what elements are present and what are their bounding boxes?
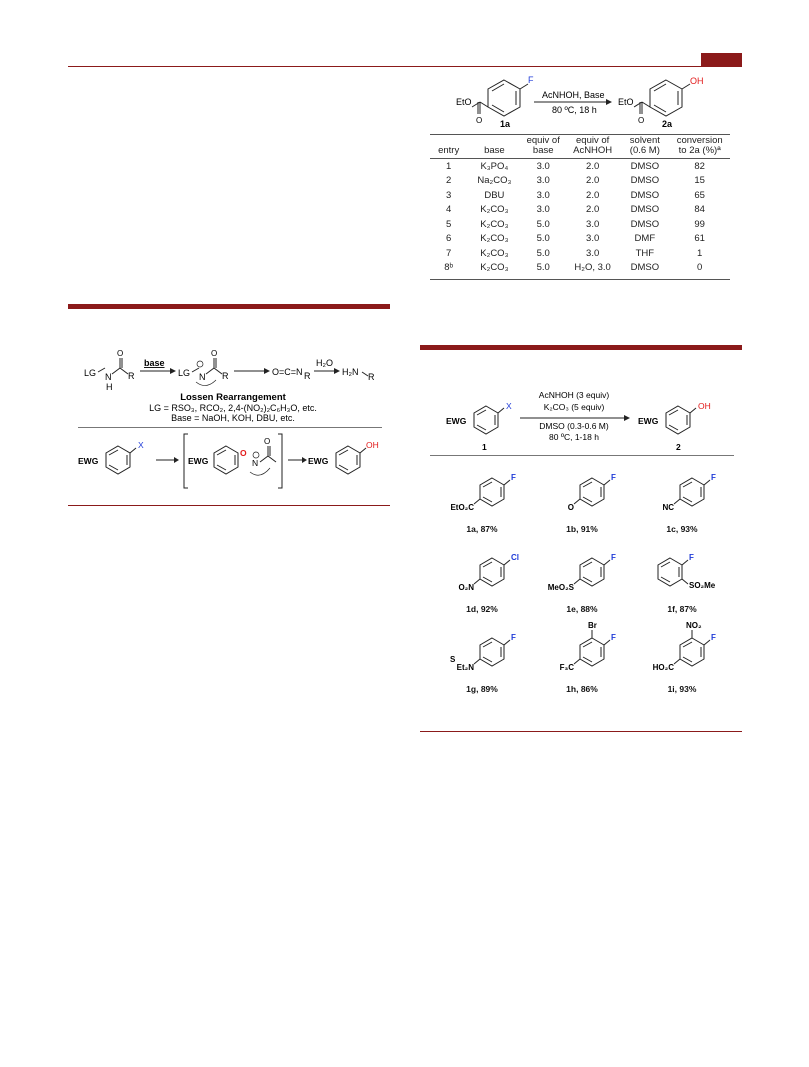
- table-cell-base: Na₂CO₃: [477, 175, 512, 187]
- lossen-r-2: R: [222, 371, 229, 381]
- table-cell-eq_base: 3.0: [536, 189, 550, 201]
- compound-label: 1f, 87%: [667, 604, 697, 614]
- mech-oh: OH: [366, 440, 379, 450]
- mech-n: N: [252, 458, 259, 468]
- sm-label: 1a: [500, 119, 511, 129]
- compound-label: 1e, 88%: [566, 604, 598, 614]
- lossen-title: Lossen Rearrangement: [180, 392, 286, 403]
- compound-structure: [430, 460, 534, 522]
- table-cell-conv: 82: [694, 160, 705, 172]
- table-row: [430, 174, 730, 189]
- table-cell-entry: 2: [446, 175, 452, 187]
- table-bottom-line: [430, 279, 730, 280]
- table-cell-entry: 6: [446, 233, 452, 245]
- substituent-label: Et₂N: [456, 663, 474, 672]
- table-cell-base: K₂CO₃: [480, 247, 509, 259]
- table-cell-eq_acn: 3.0: [586, 233, 600, 245]
- halogen-label: F: [611, 633, 616, 642]
- compound-structure: [630, 460, 734, 522]
- sm-ester-text: EtO: [456, 97, 472, 107]
- lossen-bottom-rule: [68, 505, 390, 506]
- compound-label: 1d, 92%: [466, 604, 498, 614]
- table-cell-eq_acn: 2.0: [586, 204, 600, 216]
- table-cell-conv: 1: [697, 247, 703, 259]
- col-equiv-acnhoh: equiv of AcNHOH: [573, 135, 613, 156]
- table-cell-base: K₂CO₃: [480, 218, 509, 230]
- table-row: [430, 232, 730, 247]
- table-cell-base: K₂CO₃: [480, 262, 509, 274]
- scope-cond4: 80 ºC, 1-18 h: [549, 432, 599, 442]
- table-cell-eq_acn: 3.0: [586, 247, 600, 259]
- halogen-label: F: [511, 473, 516, 482]
- compound-structure: [630, 620, 734, 682]
- scope-cond3: DMSO (0.3-0.6 M): [539, 421, 609, 431]
- prod-label: 2a: [662, 119, 673, 129]
- table-cell-eq_acn: 3.0: [586, 218, 600, 230]
- table-cell-entry: 7: [446, 247, 452, 259]
- table-cell-conv: 15: [694, 175, 705, 187]
- scope-compound: [430, 540, 534, 618]
- scope-ewg-sm: EWG: [446, 416, 467, 426]
- compound-structure: [630, 540, 734, 602]
- halogen-label: Cl: [511, 553, 519, 562]
- table-body: [430, 158, 730, 275]
- scope-compound: [530, 460, 634, 538]
- table-cell-solvent: DMF: [634, 233, 656, 245]
- lossen-n-1: N: [105, 372, 112, 382]
- sm-carbonyl-o: O: [476, 116, 483, 125]
- compound-structure: [430, 620, 534, 682]
- halogen-label: F: [711, 473, 716, 482]
- lossen-base-line: Base = NaOH, KOH, DBU, etc.: [171, 413, 295, 422]
- lossen-r-4: R: [368, 372, 375, 382]
- compound-label: 1b, 91%: [566, 524, 598, 534]
- mech-o: O: [240, 448, 247, 458]
- mech-ewg-2: EWG: [188, 456, 209, 466]
- scope-grid: [430, 460, 734, 700]
- optimization-table: [430, 136, 730, 275]
- table-cell-solvent: DMSO: [630, 262, 660, 274]
- table-cell-eq_base: 5.0: [536, 233, 550, 245]
- table-row: [430, 159, 730, 174]
- lossen-r-1: R: [128, 371, 135, 381]
- substituent-label: O: [567, 503, 574, 512]
- lossen-lg-2: LG: [178, 368, 191, 378]
- table-cell-entry: 3: [446, 189, 452, 201]
- table-cell-eq_base: 5.0: [536, 262, 550, 274]
- table-row: [430, 188, 730, 203]
- table-row: [430, 217, 730, 232]
- col-base: base: [484, 145, 505, 156]
- lossen-o-1: O: [117, 349, 124, 358]
- scope-divider: [430, 455, 734, 456]
- nitro-label: NO₂: [686, 621, 702, 630]
- scope-cond1: AcNHOH (3 equiv): [538, 390, 610, 400]
- scope-sm-num: 1: [482, 442, 487, 452]
- halogen-label: F: [711, 633, 716, 642]
- lossen-lg-1: LG: [84, 368, 97, 378]
- table-cell-base: K₂CO₃: [480, 233, 509, 245]
- halogen-label: F: [689, 553, 694, 562]
- scope-x: X: [506, 401, 512, 411]
- optimization-scheme: [418, 72, 748, 134]
- scope-compound: [430, 460, 534, 538]
- table-cell-eq_acn: 2.0: [586, 175, 600, 187]
- scope-compound: [430, 620, 534, 698]
- col-entry: entry: [438, 145, 460, 156]
- substituent-label: MeO₂S: [547, 583, 574, 592]
- substituent-label: O₂N: [458, 583, 474, 592]
- table-cell-eq_acn: H₂O, 3.0: [574, 262, 611, 274]
- scope-prod-num: 2: [676, 442, 681, 452]
- compound-label: 1i, 93%: [667, 684, 697, 694]
- col-conversion: conversion to 2a (%)ª: [676, 135, 723, 156]
- lossen-base-label: base: [144, 358, 165, 368]
- halogen-label: F: [611, 473, 616, 482]
- table-cell-eq_acn: 2.0: [586, 160, 600, 172]
- table-cell-solvent: DMSO: [630, 160, 660, 172]
- reagent-bottom: 80 ºC, 18 h: [552, 105, 597, 115]
- lossen-amine: H₂N: [342, 367, 359, 377]
- table-cell-eq_base: 3.0: [536, 175, 550, 187]
- mech-o-2: O: [264, 437, 271, 446]
- table-cell-conv: 65: [694, 189, 705, 201]
- table-cell-entry: 4: [446, 204, 452, 216]
- lossen-h2o: H₂O: [316, 358, 333, 368]
- lossen-n-2: N: [199, 372, 206, 382]
- prod-ester-text: EtO: [618, 97, 634, 107]
- table-cell-solvent: DMSO: [630, 204, 660, 216]
- compound-structure: [530, 540, 634, 602]
- table-cell-conv: 0: [697, 262, 703, 274]
- table-cell-solvent: DMSO: [630, 218, 660, 230]
- table-row: [430, 246, 730, 261]
- scope-oh: OH: [698, 401, 711, 411]
- scope-compound: [530, 620, 634, 698]
- lossen-h-1: H: [106, 382, 113, 392]
- scope-compound: [530, 540, 634, 618]
- substituent-label: EtO₂C: [450, 503, 474, 512]
- lossen-isocyanate: O=C=N: [272, 367, 303, 377]
- bromine-label: Br: [588, 621, 597, 630]
- lossen-lg-line: LG = RSO₃, RCO₂, 2,4-(NO₂)₂C₆H₃O, etc.: [149, 403, 317, 413]
- header-rule: [68, 66, 742, 67]
- compound-label: 1a, 87%: [466, 524, 498, 534]
- table-cell-conv: 99: [694, 218, 705, 230]
- table-cell-eq_base: 3.0: [536, 160, 550, 172]
- scope-bottom-rule: [420, 731, 742, 732]
- lossen-o-2: O: [211, 349, 218, 358]
- halogen-label: F: [611, 553, 616, 562]
- table-cell-conv: 61: [694, 233, 705, 245]
- table-cell-solvent: DMSO: [630, 189, 660, 201]
- table-cell-solvent: THF: [635, 247, 655, 259]
- table-cell-entry: 5: [446, 218, 452, 230]
- compound-structure: [530, 460, 634, 522]
- prod-carbonyl-o: O: [638, 116, 645, 125]
- mechanism-scheme: [74, 430, 386, 492]
- lossen-divider: [78, 427, 382, 428]
- reagent-top: AcNHOH, Base: [542, 90, 605, 100]
- table-cell-entry: 8ᵇ: [444, 262, 454, 274]
- table-cell-base: DBU: [484, 189, 505, 201]
- scope-compound: [630, 620, 734, 698]
- mech-ewg-1: EWG: [78, 456, 99, 466]
- mech-ewg-3: EWG: [308, 456, 329, 466]
- substituent-label: SO₂Me: [689, 581, 716, 590]
- scope-ewg-prod: EWG: [638, 416, 659, 426]
- table-cell-eq_acn: 2.0: [586, 189, 600, 201]
- substituent-label: NC: [662, 503, 674, 512]
- compound-structure: [530, 620, 634, 682]
- compound-structure: [430, 540, 534, 602]
- halogen-label: F: [511, 633, 516, 642]
- table-cell-base: K₂CO₃: [480, 204, 509, 216]
- prod-hydroxyl: OH: [690, 76, 704, 86]
- mech-x: X: [138, 440, 144, 450]
- compound-label: 1h, 86%: [566, 684, 598, 694]
- scope-cond2: K₂CO₃ (5 equiv): [543, 402, 605, 412]
- header-tab: [701, 53, 742, 66]
- scope-compound: [630, 460, 734, 538]
- sm-fluorine: F: [528, 75, 534, 85]
- lossen-section-rule: [68, 304, 390, 309]
- scope-section-rule: [420, 345, 742, 350]
- col-solvent: solvent (0.6 M): [629, 135, 660, 156]
- table-cell-eq_base: 3.0: [536, 204, 550, 216]
- table-cell-base: K₃PO₄: [480, 160, 509, 172]
- table-cell-entry: 1: [446, 160, 452, 172]
- table-cell-conv: 84: [694, 204, 705, 216]
- table-cell-eq_base: 5.0: [536, 247, 550, 259]
- table-cell-solvent: DMSO: [630, 175, 660, 187]
- table-cell-eq_base: 5.0: [536, 218, 550, 230]
- scope-general-scheme: [424, 388, 742, 452]
- lossen-r-3: R: [304, 371, 311, 381]
- scope-compound: [630, 540, 734, 618]
- sulfur-label: S: [450, 655, 456, 664]
- table-row: [430, 261, 730, 276]
- col-equiv-base: equiv of base: [526, 135, 560, 156]
- lossen-scheme: [78, 342, 388, 422]
- table-row: [430, 203, 730, 218]
- compound-label: 1g, 89%: [466, 684, 498, 694]
- substituent-label: HO₂C: [652, 663, 674, 672]
- substituent-label: F₃C: [559, 663, 574, 672]
- compound-label: 1c, 93%: [666, 524, 698, 534]
